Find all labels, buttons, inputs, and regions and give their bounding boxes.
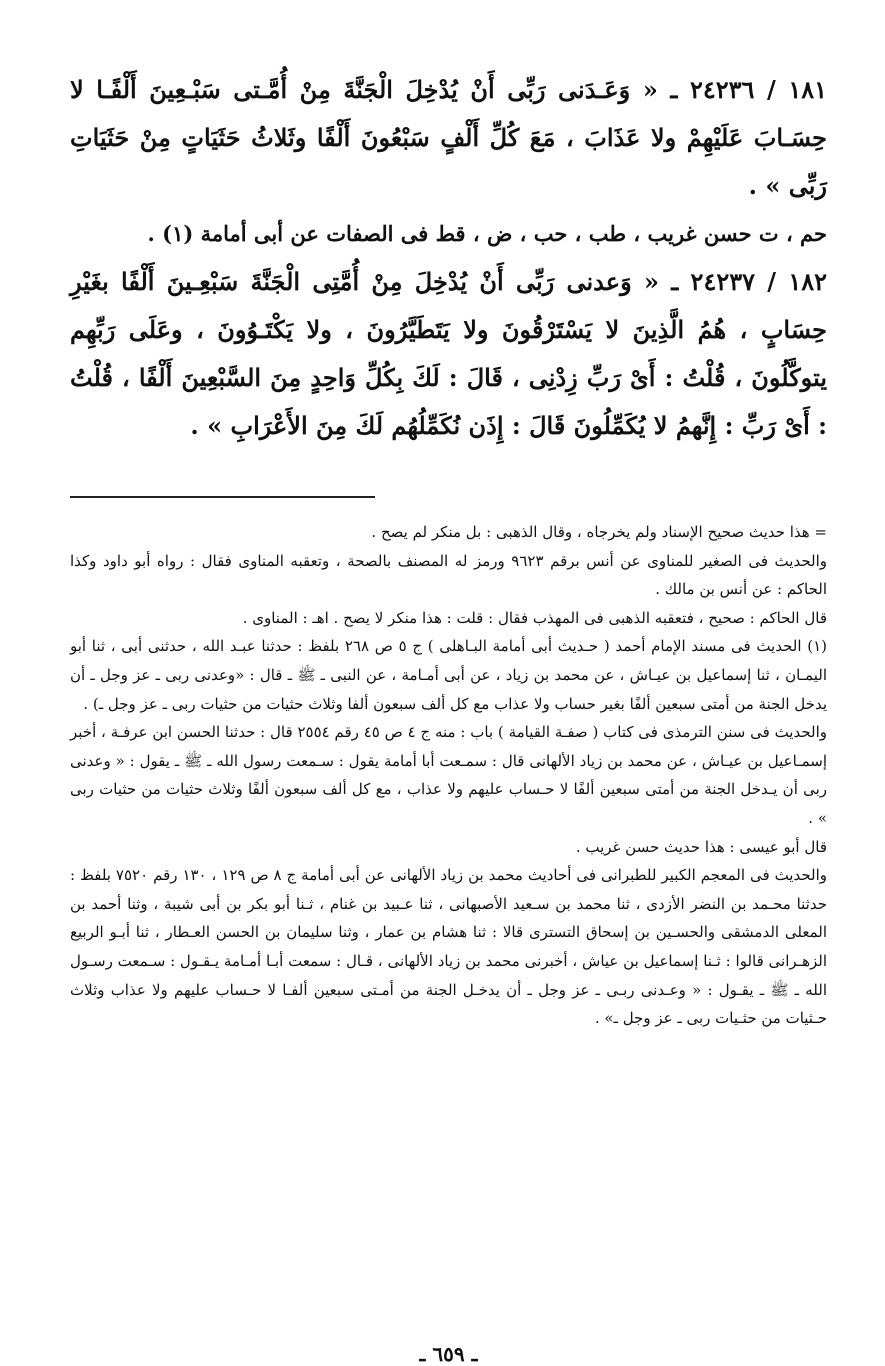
main-text (70, 66, 827, 450)
footnote-paragraph: والحديث فى سنن الترمذى فى كتاب ( صفـة القيامة ) باب : منه ج ٤ ص ٤٥ رقم ٢٥٥٤ قال : حدثنا الحسن ابن عرفـة ، أخبر إسمـاعيل بن عيـاش ، عن محمد بن زياد الألهانى قال : سمـعت أبا أمامة يقول : سـمعت رسول الله ـ ﷺ ـ يقول : « وعدنى ربى أن يـدخل الجنة من أمتى سبعين ألفًا لا حـساب عليهم ولا عذاب ، مع كل ألف سبعون ألفًا وثلاث حثيات من حثيات ربى » . (70, 723, 828, 827)
footnote-divider (70, 496, 375, 498)
hadith-181: ١٨١ / ٢٤٢٣٦ ـ « وَعَـدَنى رَبِّى أَنْ يُدْخِلَ الْجَنَّةَ مِنْ أُمَّـتى سَبْـعِينَ أَلْفًـا لا حِسَـابَ عَلَيْهِمْ ولا عَذَابَ ، مَعَ كُلِّ أَلْفٍ سَبْعُونَ أَلْفًا وثَلاثُ حَثَيَاتٍ مِنْ حَثَيَاتِ رَبِّى » . (70, 75, 827, 200)
footnote-paragraph: قال أبو عيسى : هذا حديث حسن غريب . (575, 837, 827, 856)
hadith-182: ١٨٢ / ٢٤٢٣٧ ـ « وَعدنى رَبِّى أَنْ يُدْخِلَ مِنْ أُمَّتِى الْجَنَّةَ سَبْعِـينَ أَلْفًا بغَيْرِ حِسَابٍ ، هُمُ الَّذِينَ لا يَسْتَرْقُونَ ولا يَتَطَيَّرُونَ ، ولا يَكْتَـوُونَ ، وعَلَى رَبِّهِم يتوكَّلُونَ ، قُلْتُ : أَىْ رَبِّ زِدْنِى ، قَالَ : لَكَ بِكُلِّ وَاحِدٍ مِنَ السَّبْعِينَ أَلْفًا ، قُلْتُ : أَىْ رَبِّ : إِنَّهمُ لا يُكَمِّلُونَ قَالَ : إِذَن نُكَمِّلُهُم لَكَ مِنَ الأَعْرَابِ » . (70, 267, 827, 440)
page-number: ـ ٦٥٩ ـ (419, 1342, 478, 1366)
footnote-paragraph: والحديث فى الصغير للمناوى عن أنس برقم ٩٦٢٣ ورمز له المصنف بالصحة ، وتعقبه المناوى فقال : رواه أبو داود وكذا الحاكم : عن أنس بن مالك . (70, 551, 827, 599)
footnote-paragraph: والحديث فى المعجم الكبير للطبرانى فى أحاديث محمد بن زياد الألهانى عن أبى أمامة ج ٨ ص ١٢٩ ، ١٣٠ رقم ٧٥٢٠ بلفظ : حدثنا محـمد بن النضر الأزدى ، ثنا محمد بن سـعيد الأصبهانى ، ثنا عـبيد بن غنام ، ثـنا أبو بكر بن أبى شيبة ، وثنا أحمد بن المعلى الدمشقى والحسـين بن إسحاق التسترى قالا : ثنا هشام بن عمار ، وثنا سليمان بن الحسن العـطار ، ثنا أبـو الربيع الزهـرانى قالوا : ثـنا إسماعيل بن عياش ، أخبرنى محمد بن زياد الألهانى ، قـال : سمعت أبـا أمـامة يـقـول : سـمعت رسـول الله ـ ﷺ ـ يقـول : « وعـدنى ربـى ـ عز وجل ـ أن يدخـل الجنة من أمـتى سبعين ألفـا لا حـساب عليهم ولا عذاب وثلاث حـثيات من حثـيات ربى ـ عز وجل ـ» . (70, 866, 828, 1028)
footnote-1: (١) الحديث فى مسند الإمام أحمد ( حـديث أبى أمامة البـاهلى ) ج ٥ ص ٢٦٨ بلفظ : حدثنا عبـد الله ، حدثنى أبى ، ثنا أبو اليمـان ، ثنا إسماعيل بن عيـاش ، عن محمد بن زياد ، عن أبى أمـامة ، عن النبى ـ ﷺ ـ قال : «وعدنى ربى ـ عز وجل ـ أن يدخل الجنة من أمتى سبعين ألفًا بغير حساب ولا عذاب مع كل ألف سبعون ألفا وثلاث حثيات من حثيات ربى ـ عز وجل ـ) . (70, 637, 827, 713)
footnotes (70, 518, 827, 1033)
hadith-181-source: حم ، ت حسن غريب ، طب ، حب ، ض ، قط فى الصفات عن أبى أمامة (١) . (147, 221, 827, 246)
page (70, 66, 828, 1366)
footnote-paragraph: قال الحاكم : صحيح ، فتعقبه الذهبى فى المهذب فقال : قلت : هذا منكر لا يصح . اهـ : المناوى . (242, 608, 827, 627)
footnote-continuation: = هذا حديث صحيح الإسناد ولم يخرجاه ، وقال الذهبى : بل منكر لم يصح . (371, 523, 827, 541)
